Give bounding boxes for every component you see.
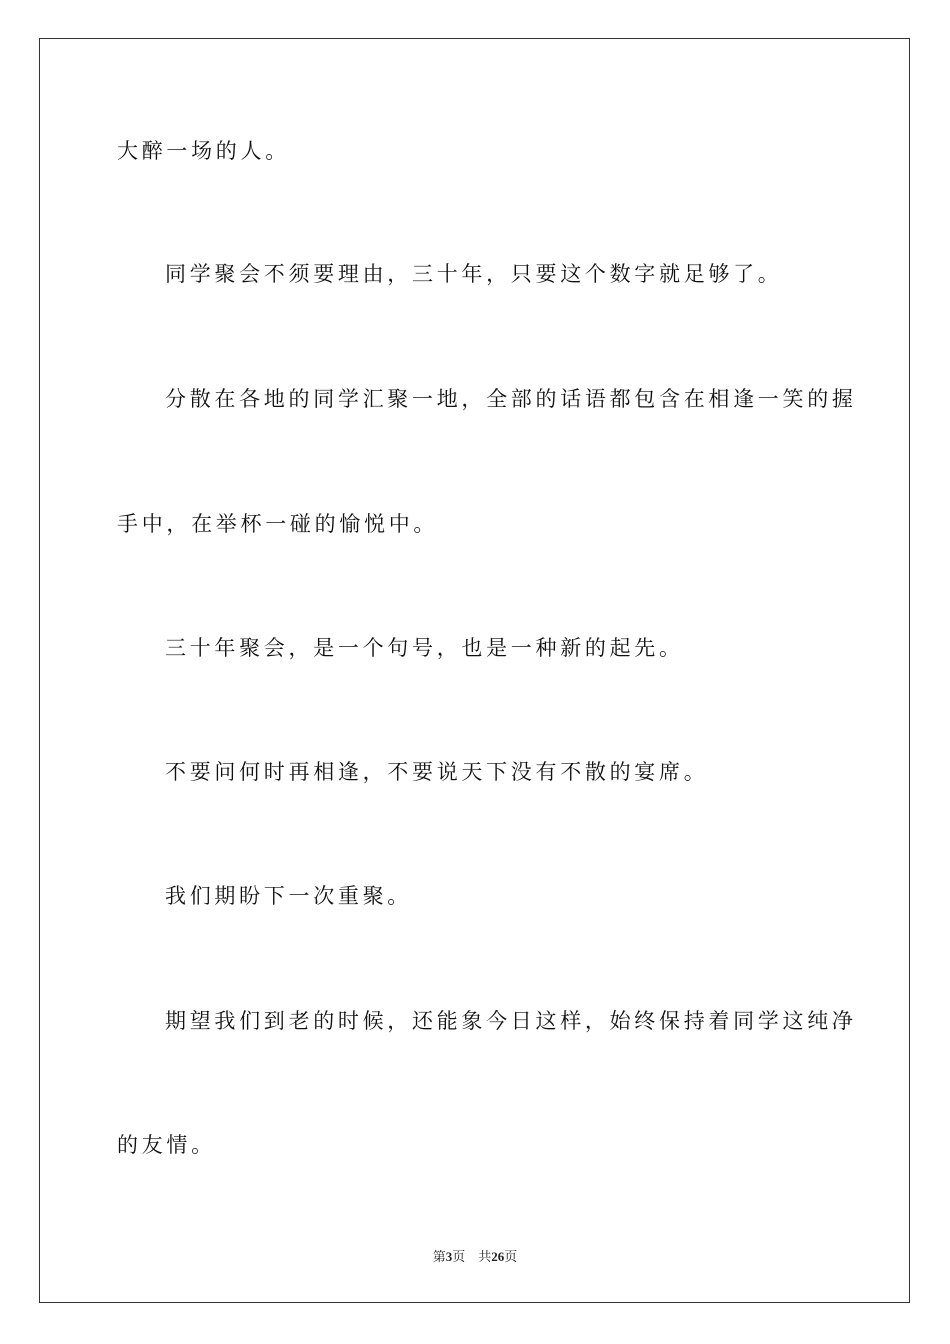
paragraph: 期望我们到老的时候，还能象今日这样，始终保持着同学这纯净 xyxy=(165,1009,857,1033)
page-border xyxy=(39,38,910,1303)
total-suffix: 页 xyxy=(504,1249,518,1264)
page-suffix: 页 xyxy=(452,1249,466,1264)
text-line: 的友情。 xyxy=(117,1133,216,1157)
text-line: 大醉一场的人。 xyxy=(117,139,290,163)
page-prefix: 第 xyxy=(432,1249,446,1264)
paragraph: 三十年聚会，是一个句号，也是一种新的起先。 xyxy=(165,636,684,660)
paragraph: 我们期盼下一次重聚。 xyxy=(165,884,412,908)
page-footer xyxy=(0,1246,950,1265)
paragraph: 同学聚会不须要理由，三十年，只要这个数字就足够了。 xyxy=(165,262,783,286)
paragraph: 分散在各地的同学汇聚一地，全部的话语都包含在相逢一笑的握 xyxy=(165,387,857,411)
paragraph: 不要问何时再相逢，不要说天下没有不散的宴席。 xyxy=(165,760,709,784)
text-line: 手中，在举杯一碰的愉悦中。 xyxy=(117,512,439,536)
page-number: 3 xyxy=(445,1249,453,1264)
total-prefix: 共 xyxy=(478,1249,492,1264)
total-pages: 26 xyxy=(491,1249,505,1264)
